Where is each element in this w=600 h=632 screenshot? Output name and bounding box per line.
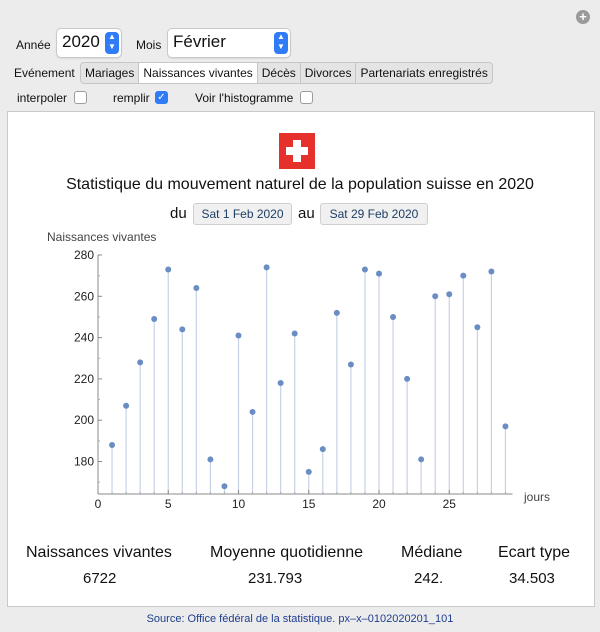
data-point <box>151 316 157 322</box>
interpolate-label: interpoler <box>17 91 68 105</box>
data-point <box>123 403 129 409</box>
end-date[interactable]: Sat 29 Feb 2020 <box>320 203 428 225</box>
data-point <box>348 361 354 367</box>
tab-deces[interactable]: Décès <box>258 63 301 83</box>
y-tick-label: 200 <box>73 413 94 428</box>
au-label: au <box>298 205 315 222</box>
tab-naissances-vivantes[interactable]: Naissances vivantes <box>139 63 257 83</box>
tab-divorces[interactable]: Divorces <box>301 63 357 83</box>
data-point <box>404 376 410 382</box>
y-tick-label: 260 <box>73 289 94 304</box>
data-point <box>390 314 396 320</box>
add-button[interactable]: + <box>576 10 590 24</box>
data-point <box>207 456 213 462</box>
tab-mariages[interactable]: Mariages <box>81 63 139 83</box>
x-tick-label: 5 <box>164 497 172 511</box>
year-value: 2020 <box>62 32 100 51</box>
data-point <box>460 273 466 279</box>
data-point <box>264 264 270 270</box>
month-stepper-icon[interactable]: ▲ ▼ <box>274 32 288 54</box>
source-note: Source: Office fédéral de la statistique. px–x–0102020201_101 <box>146 613 454 625</box>
du-label: du <box>170 205 187 222</box>
stat-median-value: 242. <box>414 570 444 587</box>
x-tick-label: 10 <box>231 497 246 511</box>
data-point <box>165 266 171 272</box>
data-point <box>502 423 508 429</box>
chart-title: Statistique du mouvement naturel de la population suisse en 2020 <box>66 176 534 193</box>
stat-median-label: Médiane <box>401 544 463 561</box>
data-point <box>334 310 340 316</box>
data-point <box>432 293 438 299</box>
fill-checkbox[interactable]: ✓ <box>155 91 168 104</box>
x-tick-label: 15 <box>302 497 316 511</box>
data-point <box>109 442 115 448</box>
y-tick-label: 180 <box>73 454 94 469</box>
x-tick-label: 20 <box>372 497 386 511</box>
fill-label: remplir <box>113 91 150 105</box>
data-point <box>137 359 143 365</box>
data-point <box>221 483 227 489</box>
stat-mean-label: Moyenne quotidienne <box>210 544 364 561</box>
stat-total-label: Naissances vivantes <box>26 544 172 561</box>
x-tick-label: 25 <box>442 497 456 511</box>
tab-partenariats[interactable]: Partenariats enregistrés <box>360 66 488 80</box>
data-point <box>306 469 312 475</box>
data-point <box>292 330 298 336</box>
y-tick-label: 240 <box>73 330 94 345</box>
data-point <box>278 380 284 386</box>
event-label: Evénement <box>14 66 75 80</box>
data-point <box>193 285 199 291</box>
histogram-label: Voir l'histogramme <box>195 91 294 105</box>
stat-mean-value: 231.793 <box>248 570 303 587</box>
data-point <box>362 266 368 272</box>
data-point <box>236 333 242 339</box>
data-point <box>376 271 382 277</box>
y-axis-label: Naissances vivantes <box>47 230 157 244</box>
data-point <box>488 269 494 275</box>
data-point <box>418 456 424 462</box>
month-label: Mois <box>136 38 162 52</box>
y-tick-label: 220 <box>73 371 94 386</box>
month-value: Février <box>173 32 226 51</box>
year-stepper-icon[interactable]: ▲ ▼ <box>105 32 119 54</box>
data-point <box>250 409 256 415</box>
stat-sd-label: Ecart type <box>498 544 571 561</box>
year-label: Année <box>16 38 51 52</box>
data-point <box>320 446 326 452</box>
stat-total-value: 6722 <box>83 570 117 587</box>
y-tick-label: 280 <box>73 248 94 262</box>
start-date[interactable]: Sat 1 Feb 2020 <box>193 203 292 225</box>
data-point <box>179 326 185 332</box>
x-tick-label: 0 <box>94 497 102 511</box>
x-axis-label: jours <box>524 490 551 504</box>
stat-sd-value: 34.503 <box>509 570 555 587</box>
data-point <box>474 324 480 330</box>
data-point <box>446 291 452 297</box>
